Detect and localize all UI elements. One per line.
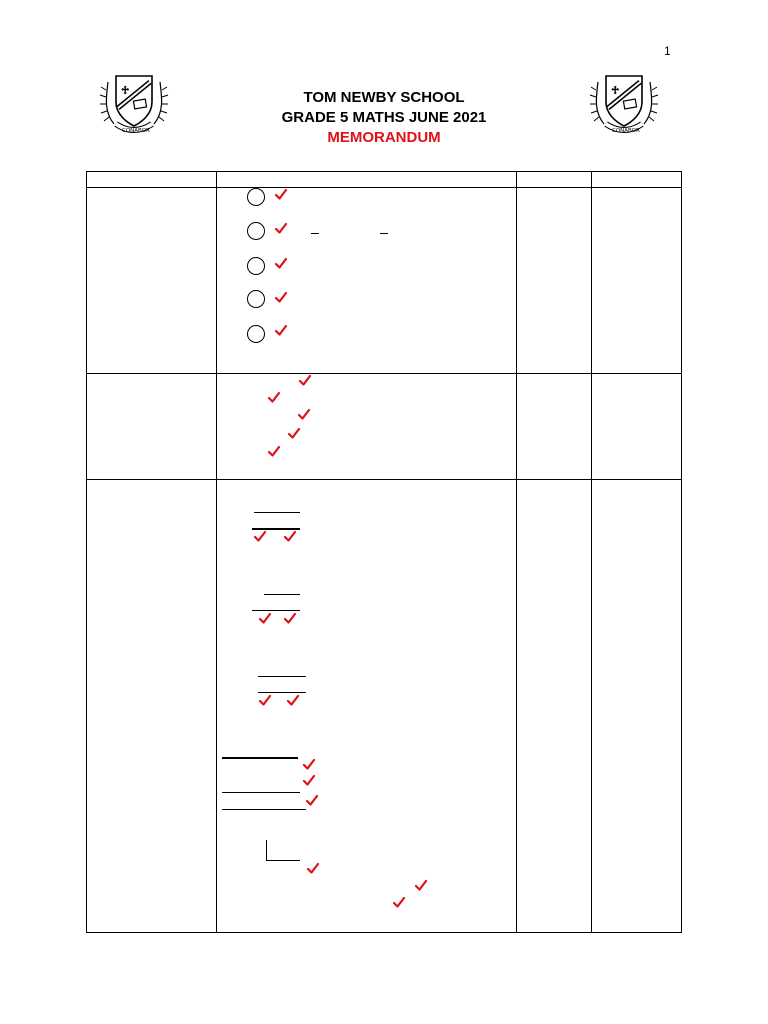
check-icon [255, 190, 426, 907]
page-number: 1 [664, 44, 671, 58]
crest-motto: CONABOR [612, 128, 640, 134]
memo-title: MEMORANDUM [327, 129, 441, 146]
crest-motto: CONABOR [122, 128, 150, 134]
svg-text:♱: ♱ [611, 84, 620, 97]
svg-text:♱: ♱ [121, 84, 130, 97]
exam-title: GRADE 5 MATHS JUNE 2021 [281, 109, 487, 126]
school-name: TOM NEWBY SCHOOL [303, 89, 465, 106]
